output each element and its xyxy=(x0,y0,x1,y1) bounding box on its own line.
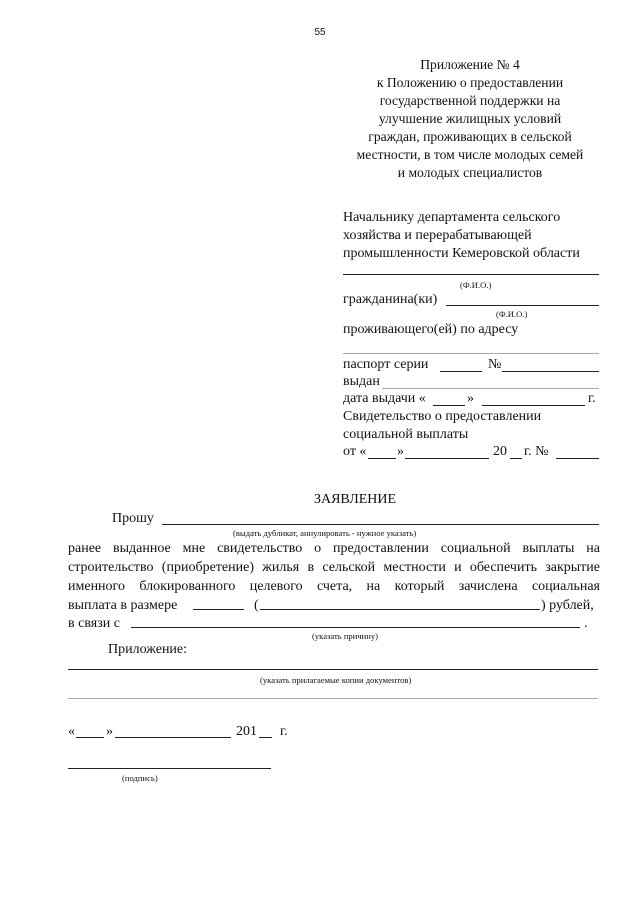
cert-from-close: » xyxy=(397,444,404,459)
fio-caption: (Ф.И.О.) xyxy=(496,309,528,319)
signature-caption: (подпись) xyxy=(122,773,158,783)
fio-caption: (Ф.И.О.) xyxy=(460,280,492,290)
appendix-line: к Положению о предоставлении xyxy=(376,75,564,90)
cert-year-suffix: г. № xyxy=(524,444,549,459)
attachment-label: Приложение: xyxy=(108,642,188,657)
address-line[interactable] xyxy=(343,353,599,354)
cert-year-prefix: 20 xyxy=(493,444,507,459)
page-number: 55 xyxy=(314,27,326,38)
issue-date-close: » xyxy=(467,391,474,406)
date-day-field[interactable] xyxy=(76,737,104,738)
certificate-label: социальной выплаты xyxy=(343,427,469,442)
body-line: ранее выданное мне свидетельство о предоставлении социальной выплаты на xyxy=(68,541,600,556)
signature-field[interactable] xyxy=(68,768,271,769)
reason-end: . xyxy=(584,616,588,631)
date-open: « xyxy=(68,724,75,739)
amount-label: выплата в размере xyxy=(68,598,178,613)
addressee-line: промышленности Кемеровской области xyxy=(343,246,580,261)
reason-label: в связи с xyxy=(68,616,120,631)
body-line: именного блокированного целевого счета, на который зачислена социальная xyxy=(68,579,600,594)
issued-by-field[interactable] xyxy=(382,388,599,389)
appendix-line: местности, в том числе молодых семей xyxy=(356,147,584,162)
addressee-line: Начальнику департамента сельского xyxy=(343,210,561,225)
appendix-header xyxy=(339,56,601,182)
citizen-name-line[interactable] xyxy=(446,305,599,306)
statement-title: ЗАЯВЛЕНИЕ xyxy=(313,492,397,507)
passport-number-label: № xyxy=(488,357,502,372)
issue-month-field[interactable] xyxy=(482,405,585,406)
attachment-field-2[interactable] xyxy=(68,698,598,699)
cert-day-field[interactable] xyxy=(368,458,396,459)
year-suffix: г. xyxy=(588,391,596,406)
request-field[interactable] xyxy=(162,524,599,525)
reason-caption: (указать причину) xyxy=(312,631,379,641)
passport-series-label: паспорт серии xyxy=(343,357,429,372)
appendix-line: граждан, проживающих в сельской xyxy=(368,129,572,144)
amount-open: ( xyxy=(254,598,259,613)
attachment-field[interactable] xyxy=(68,669,598,670)
amount-number-field[interactable] xyxy=(193,609,244,610)
body-line: строительство (приобретение) жилья в сельской местности и обеспечить закрытие xyxy=(68,560,600,575)
appendix-line: Приложение № 4 xyxy=(420,57,520,72)
date-month-field[interactable] xyxy=(115,737,231,738)
attachment-caption: (указать прилагаемые копии документов) xyxy=(260,675,412,685)
appendix-line: улучшение жилищных условий xyxy=(378,111,562,126)
request-caption: (выдать дубликат, аннулировать - нужное указать) xyxy=(233,528,417,538)
fio-line[interactable] xyxy=(343,274,599,275)
date-close: » xyxy=(106,724,113,739)
reason-field[interactable] xyxy=(131,627,580,628)
date-year-suffix: г. xyxy=(280,724,288,739)
issue-day-field[interactable] xyxy=(433,405,465,406)
cert-year-field[interactable] xyxy=(510,458,522,459)
passport-series-field[interactable] xyxy=(440,371,482,372)
certificate-label: Свидетельство о предоставлении xyxy=(343,409,542,424)
amount-close: ) рублей, xyxy=(541,598,594,613)
amount-words-field[interactable] xyxy=(260,609,540,610)
citizen-label: гражданина(ки) xyxy=(343,292,438,307)
date-year-field[interactable] xyxy=(259,737,272,738)
cert-from-label: от « xyxy=(343,444,367,459)
appendix-line: государственной поддержки на xyxy=(379,93,561,108)
issued-label: выдан xyxy=(343,374,380,389)
residing-label: проживающего(ей) по адресу xyxy=(343,322,519,337)
addressee-line: хозяйства и перерабатывающей xyxy=(343,228,532,243)
issue-date-label: дата выдачи « xyxy=(343,391,426,406)
passport-number-field[interactable] xyxy=(502,371,599,372)
appendix-line: и молодых специалистов xyxy=(397,165,543,180)
cert-month-field[interactable] xyxy=(405,458,489,459)
request-label: Прошу xyxy=(112,511,154,526)
cert-number-field[interactable] xyxy=(556,458,599,459)
date-year-prefix: 201 xyxy=(236,724,257,739)
